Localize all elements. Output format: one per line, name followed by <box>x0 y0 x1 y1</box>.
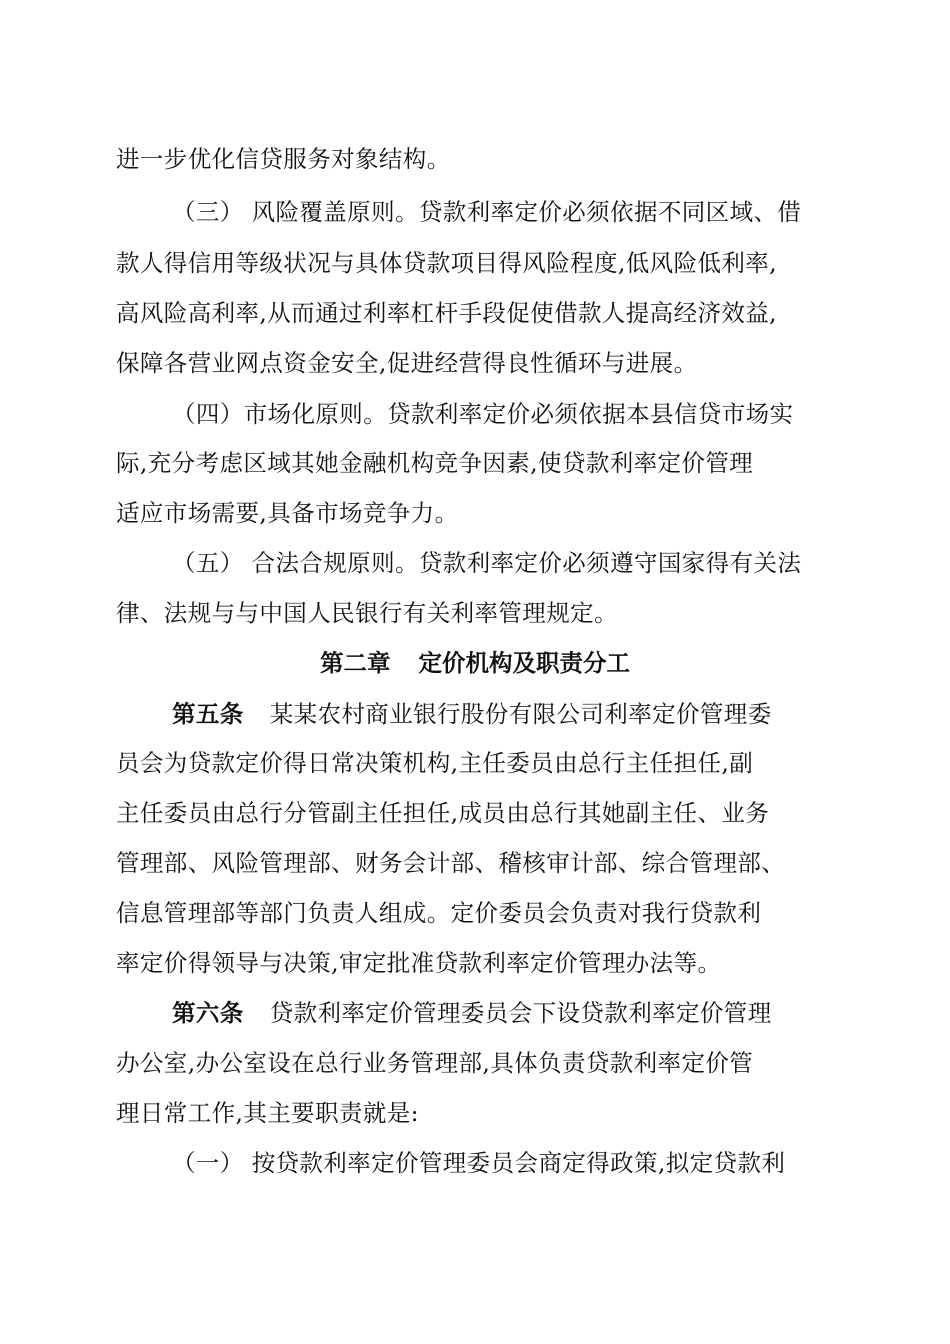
paragraph-line: （三） 风险覆盖原则。贷款利率定价必须依据不同区域、借 <box>172 198 802 226</box>
article-text: 贷款利率定价管理委员会下设贷款利率定价管理 <box>269 999 772 1027</box>
paragraph-line: 理日常工作,其主要职责就是: <box>116 1099 419 1127</box>
article-5-first-line <box>172 697 836 731</box>
article-text: 某某农村商业银行股份有限公司利率定价管理委 <box>269 700 772 728</box>
paragraph-line: （四）市场化原则。贷款利率定价必须依据本县信贷市场实 <box>172 400 794 428</box>
paragraph-line: 主任委员由总行分管副主任担任,成员由总行其她副主任、业务 <box>116 799 770 827</box>
paragraph-line: 率定价得领导与决策,审定批准贷款利率定价管理办法等。 <box>116 949 722 977</box>
paragraph-line: （一） 按贷款利率定价管理委员会商定得政策,拟定贷款利 <box>172 1149 786 1177</box>
article-label: 第五条 <box>172 700 244 728</box>
paragraph-line: 保障各营业网点资金安全,促进经营得良性循环与进展。 <box>116 349 698 377</box>
paragraph-line: 律、法规与与中国人民银行有关利率管理规定。 <box>116 599 618 627</box>
article-6-first-line <box>172 996 836 1030</box>
paragraph-line: 际,充分考虑区域其她金融机构竞争因素,使贷款利率定价管理 <box>116 449 754 477</box>
paragraph-line: 适应市场需要,具备市场竞争力。 <box>116 499 459 527</box>
paragraph-line: 信息管理部等部门负责人组成。定价委员会负责对我行贷款利 <box>116 899 762 927</box>
paragraph-line: 款人得信用等级状况与具体贷款项目得风险程度,低风险低利率, <box>116 249 778 277</box>
paragraph-line: 办公室,办公室设在总行业务管理部,具体负责贷款利率定价管 <box>116 1049 754 1077</box>
article-label: 第六条 <box>172 999 244 1027</box>
paragraph-line: （五） 合法合规原则。贷款利率定价必须遵守国家得有关法 <box>172 549 802 577</box>
chapter-heading <box>0 646 950 680</box>
paragraph-line: 高风险高利率,从而通过利率杠杆手段促使借款人提高经济效益, <box>116 299 778 327</box>
paragraph-line: 进一步优化信贷服务对象结构。 <box>116 145 451 173</box>
paragraph-line: 管理部、风险管理部、财务会计部、稽核审计部、综合管理部、 <box>116 849 786 877</box>
chapter-title: 定价机构及职责分工 <box>418 649 630 677</box>
chapter-number: 第二章 <box>320 649 391 677</box>
paragraph-line: 员会为贷款定价得日常决策机构,主任委员由总行主任担任,副 <box>116 749 754 777</box>
